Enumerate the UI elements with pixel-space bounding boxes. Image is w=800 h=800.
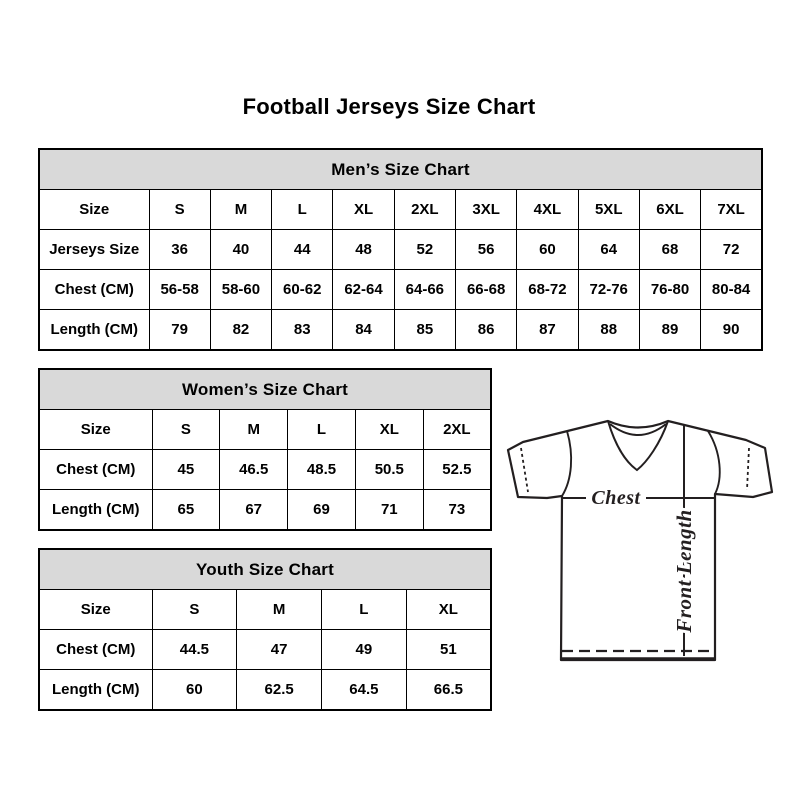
men-cell: M bbox=[210, 190, 271, 230]
men-cell: 87 bbox=[517, 310, 578, 350]
men-cell: 52 bbox=[394, 230, 455, 270]
youth-table-row bbox=[39, 630, 491, 670]
women-cell: 2XL bbox=[423, 410, 491, 450]
youth-cell: 64.5 bbox=[322, 670, 407, 710]
men-cell: XL bbox=[333, 190, 394, 230]
youth-table-row bbox=[39, 670, 491, 710]
jersey-measurement-diagram bbox=[500, 400, 780, 680]
men-cell: 2XL bbox=[394, 190, 455, 230]
women-cell: 45 bbox=[152, 450, 220, 490]
youth-row-header: Chest (CM) bbox=[39, 630, 152, 670]
women-cell: 73 bbox=[423, 490, 491, 530]
men-table-row bbox=[39, 270, 762, 310]
men-cell: 64 bbox=[578, 230, 639, 270]
men-cell: 58-60 bbox=[210, 270, 271, 310]
youth-cell: 49 bbox=[322, 630, 407, 670]
men-cell: 62-64 bbox=[333, 270, 394, 310]
women-cell: 46.5 bbox=[220, 450, 288, 490]
women-table-row bbox=[39, 490, 491, 530]
men-cell: 90 bbox=[701, 310, 762, 350]
men-cell: 86 bbox=[455, 310, 516, 350]
men-cell: L bbox=[272, 190, 333, 230]
women-cell: 67 bbox=[220, 490, 288, 530]
men-cell: 56 bbox=[455, 230, 516, 270]
men-cell: 82 bbox=[210, 310, 271, 350]
youth-cell: 66.5 bbox=[406, 670, 491, 710]
chest-label: Chest bbox=[591, 487, 641, 509]
youth-table-title: Youth Size Chart bbox=[39, 549, 491, 590]
youth-cell: XL bbox=[406, 590, 491, 630]
women-table-title: Women’s Size Chart bbox=[39, 369, 491, 410]
women-table bbox=[38, 368, 492, 531]
men-cell: 76-80 bbox=[639, 270, 700, 310]
youth-cell: S bbox=[152, 590, 237, 630]
women-cell: 48.5 bbox=[288, 450, 356, 490]
men-cell: 84 bbox=[333, 310, 394, 350]
men-cell: 88 bbox=[578, 310, 639, 350]
women-row-header: Chest (CM) bbox=[39, 450, 152, 490]
mens-size-chart-table bbox=[38, 148, 763, 351]
youth-cell: 51 bbox=[406, 630, 491, 670]
youth-cell: 60 bbox=[152, 670, 237, 710]
women-row-header: Size bbox=[39, 410, 152, 450]
youth-cell: 62.5 bbox=[237, 670, 322, 710]
men-cell: 83 bbox=[272, 310, 333, 350]
youth-cell: M bbox=[237, 590, 322, 630]
men-table-title: Men’s Size Chart bbox=[39, 149, 762, 190]
women-cell: XL bbox=[355, 410, 423, 450]
men-table-row bbox=[39, 310, 762, 350]
men-cell: 7XL bbox=[701, 190, 762, 230]
men-cell: 85 bbox=[394, 310, 455, 350]
men-cell: 48 bbox=[333, 230, 394, 270]
men-cell: 66-68 bbox=[455, 270, 516, 310]
women-cell: M bbox=[220, 410, 288, 450]
youth-size-chart-table bbox=[38, 548, 492, 711]
women-cell: 69 bbox=[288, 490, 356, 530]
women-cell: L bbox=[288, 410, 356, 450]
men-cell: 80-84 bbox=[701, 270, 762, 310]
men-row-header: Size bbox=[39, 190, 149, 230]
men-cell: 4XL bbox=[517, 190, 578, 230]
jersey-outline bbox=[508, 421, 772, 660]
men-cell: 72 bbox=[701, 230, 762, 270]
men-cell: 64-66 bbox=[394, 270, 455, 310]
front-length-label: Front Length bbox=[672, 509, 696, 633]
men-table-row bbox=[39, 230, 762, 270]
men-cell: 68 bbox=[639, 230, 700, 270]
men-cell: S bbox=[149, 190, 210, 230]
women-cell: 50.5 bbox=[355, 450, 423, 490]
men-cell: 60-62 bbox=[272, 270, 333, 310]
youth-table-row bbox=[39, 590, 491, 630]
men-cell: 60 bbox=[517, 230, 578, 270]
youth-cell: 47 bbox=[237, 630, 322, 670]
women-cell: 52.5 bbox=[423, 450, 491, 490]
women-table-row bbox=[39, 450, 491, 490]
men-row-header: Length (CM) bbox=[39, 310, 149, 350]
women-table-row bbox=[39, 410, 491, 450]
men-cell: 56-58 bbox=[149, 270, 210, 310]
women-cell: 71 bbox=[355, 490, 423, 530]
page-title: Football Jerseys Size Chart bbox=[242, 94, 536, 119]
men-cell: 40 bbox=[210, 230, 271, 270]
womens-size-chart-table bbox=[38, 368, 492, 531]
women-cell: 65 bbox=[152, 490, 220, 530]
men-cell: 72-76 bbox=[578, 270, 639, 310]
men-row-header: Chest (CM) bbox=[39, 270, 149, 310]
men-table-row bbox=[39, 190, 762, 230]
youth-table bbox=[38, 548, 492, 711]
men-table bbox=[38, 148, 763, 351]
men-row-header: Jerseys Size bbox=[39, 230, 149, 270]
women-cell: S bbox=[152, 410, 220, 450]
youth-row-header: Length (CM) bbox=[39, 670, 152, 710]
men-cell: 5XL bbox=[578, 190, 639, 230]
men-cell: 44 bbox=[272, 230, 333, 270]
men-cell: 89 bbox=[639, 310, 700, 350]
youth-cell: 44.5 bbox=[152, 630, 237, 670]
men-cell: 36 bbox=[149, 230, 210, 270]
youth-cell: L bbox=[322, 590, 407, 630]
men-cell: 3XL bbox=[455, 190, 516, 230]
women-row-header: Length (CM) bbox=[39, 490, 152, 530]
men-cell: 79 bbox=[149, 310, 210, 350]
youth-row-header: Size bbox=[39, 590, 152, 630]
men-cell: 68-72 bbox=[517, 270, 578, 310]
men-cell: 6XL bbox=[639, 190, 700, 230]
